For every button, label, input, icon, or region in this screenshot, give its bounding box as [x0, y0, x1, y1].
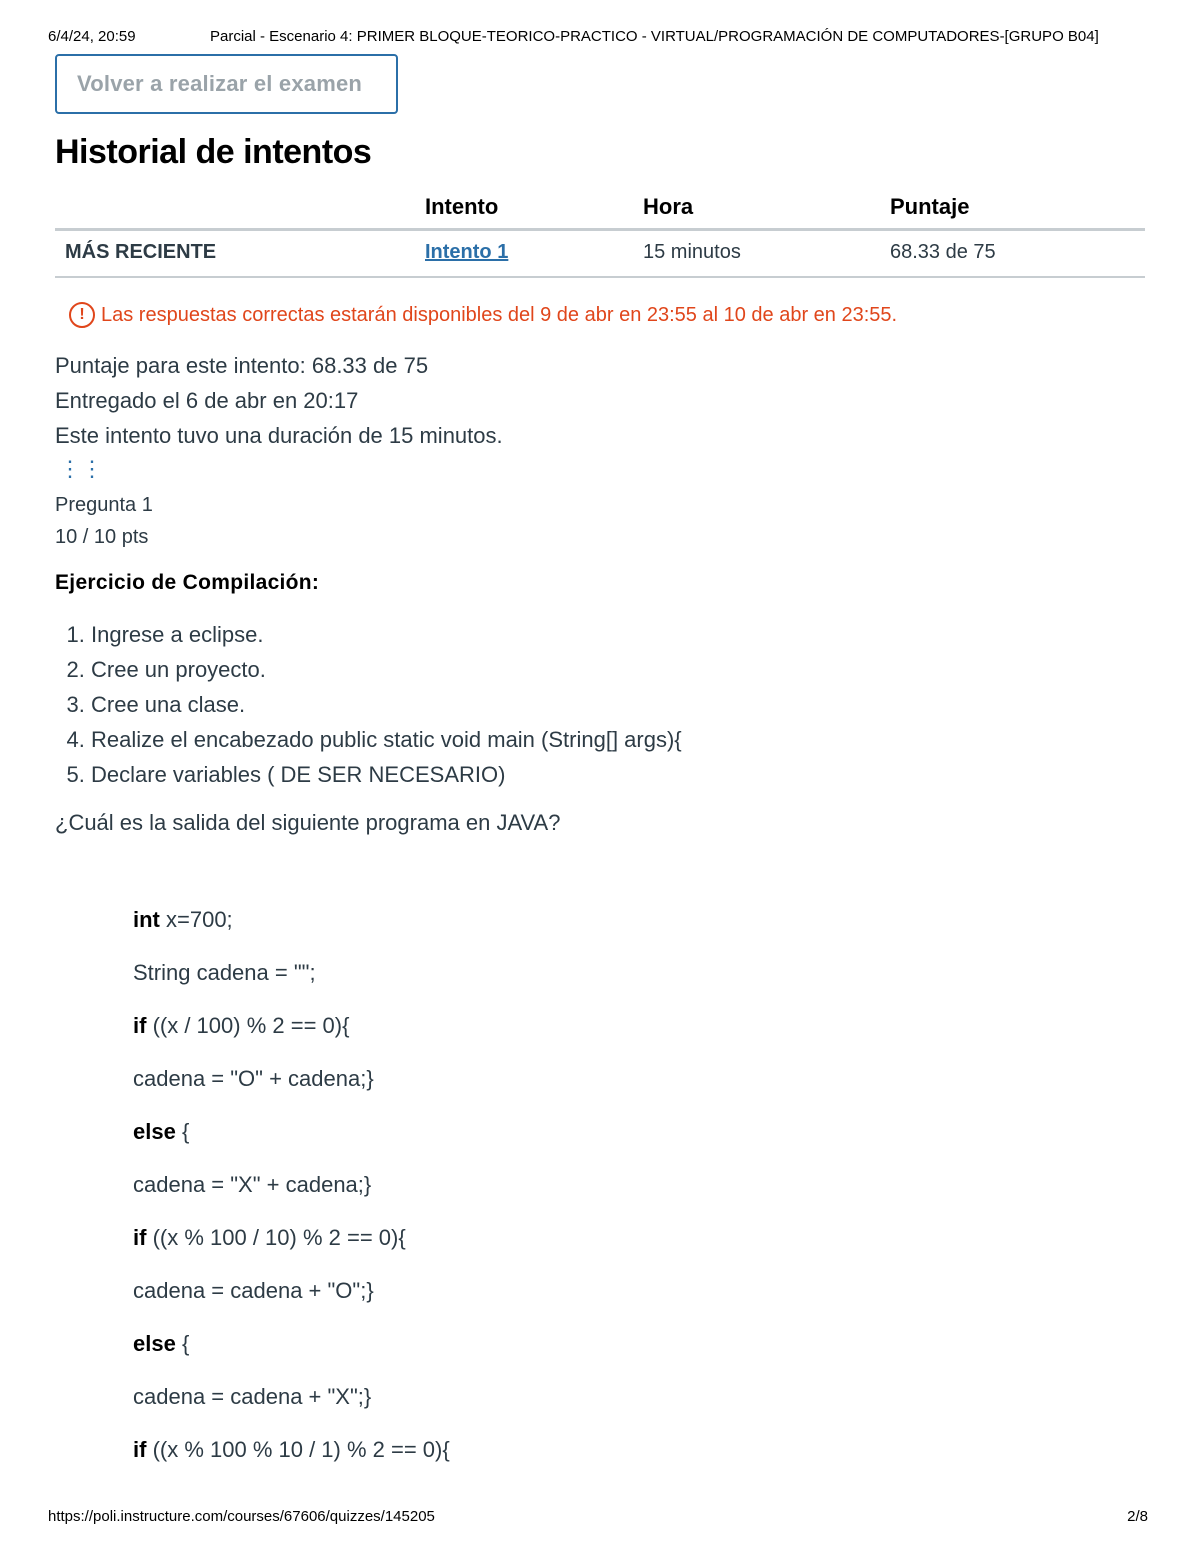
- list-item: 4. Realize el encabezado public static void main (String[] args){: [91, 722, 1145, 757]
- list-item: 5. Declare variables ( DE SER NECESARIO): [91, 757, 1145, 792]
- column-header-attempt: Intento: [425, 194, 643, 230]
- code-keyword: if: [133, 1013, 147, 1038]
- code-text: {: [175, 1119, 190, 1144]
- code-line: [133, 1383, 1145, 1436]
- attempt-time: 15 minutos: [643, 230, 890, 278]
- question-header: [55, 489, 1145, 553]
- retake-quiz-button[interactable]: Volver a realizar el examen: [55, 54, 398, 114]
- code-text: String cadena = "";: [133, 960, 316, 985]
- attempt-summary: [55, 348, 1145, 453]
- code-line: [133, 1065, 1145, 1118]
- answers-availability-notice: [69, 302, 1145, 328]
- exercise-title: Ejercicio de Compilación:: [55, 571, 320, 594]
- page-url: https://poli.instructure.com/courses/67606/quizzes/145205: [48, 1508, 435, 1525]
- list-item: 2. Cree un proyecto.: [91, 652, 1145, 687]
- list-item: 1. Ingrese a eclipse.: [91, 617, 1145, 652]
- code-text: x=700;: [159, 907, 233, 932]
- code-text: ((x % 100 % 10 / 1) % 2 == 0){: [146, 1437, 450, 1462]
- code-text: ((x / 100) % 2 == 0){: [146, 1013, 350, 1038]
- code-text: cadena = cadena + "O";}: [133, 1278, 374, 1303]
- question-points: 10 / 10 pts: [55, 526, 149, 548]
- code-line: [133, 1012, 1145, 1065]
- code-keyword: else: [133, 1119, 176, 1144]
- print-date: 6/4/24, 20:59: [48, 28, 136, 45]
- code-line: [133, 1224, 1145, 1277]
- page-number: 2/8: [1127, 1508, 1148, 1525]
- warning-icon: !: [69, 302, 95, 328]
- code-line: [133, 1171, 1145, 1224]
- attempt-duration-text: Este intento tuvo una duración de 15 minutos.: [55, 423, 503, 448]
- attempt-history-title: Historial de intentos: [55, 133, 372, 171]
- code-line: [133, 1118, 1145, 1171]
- code-block: [133, 906, 1145, 1489]
- code-keyword: if: [133, 1225, 147, 1250]
- code-line: [133, 1277, 1145, 1330]
- code-text: ((x % 100 / 10) % 2 == 0){: [146, 1225, 406, 1250]
- drag-handle-icon: ⋮⋮: [59, 456, 103, 481]
- exercise-steps: [55, 617, 1145, 792]
- quiz-content: [55, 54, 1145, 1489]
- most-recent-label: MÁS RECIENTE: [55, 230, 425, 278]
- code-keyword: else: [133, 1331, 176, 1356]
- code-text: cadena = "O" + cadena;}: [133, 1066, 374, 1091]
- code-line: [133, 959, 1145, 1012]
- attempt-score: 68.33 de 75: [890, 230, 1145, 278]
- code-text: cadena = cadena + "X";}: [133, 1384, 372, 1409]
- attempt-score-text: Puntaje para este intento: 68.33 de 75: [55, 353, 429, 378]
- column-header-blank: [55, 194, 425, 230]
- attempt-submitted-text: Entregado el 6 de abr en 20:17: [55, 388, 359, 413]
- question-prompt: ¿Cuál es la salida del siguiente programa en JAVA?: [55, 810, 561, 835]
- print-document-title: Parcial - Escenario 4: PRIMER BLOQUE-TEORICO-PRACTICO - VIRTUAL/PROGRAMACIÓN DE COMPUTADORES-[GRUPO B04]: [210, 28, 1099, 45]
- list-item: 3. Cree una clase.: [91, 687, 1145, 722]
- print-footer: [48, 1508, 1148, 1525]
- code-keyword: int: [133, 907, 160, 932]
- attempt-link[interactable]: Intento 1: [425, 241, 509, 263]
- column-header-time: Hora: [643, 194, 890, 230]
- code-text: cadena = "X" + cadena;}: [133, 1172, 372, 1197]
- table-row: [55, 230, 1145, 278]
- code-line: [133, 1330, 1145, 1383]
- print-header: [48, 28, 1148, 45]
- notice-text: Las respuestas correctas estarán disponibles del 9 de abr en 23:55 al 10 de abr en 23:55.: [101, 303, 898, 326]
- code-keyword: if: [133, 1437, 147, 1462]
- column-header-score: Puntaje: [890, 194, 1145, 230]
- code-line: [133, 1436, 1145, 1489]
- code-text: {: [175, 1331, 190, 1356]
- code-line: [133, 906, 1145, 959]
- question-label: Pregunta 1: [55, 494, 153, 516]
- table-header-row: [55, 194, 1145, 230]
- attempt-history-table: [55, 194, 1145, 278]
